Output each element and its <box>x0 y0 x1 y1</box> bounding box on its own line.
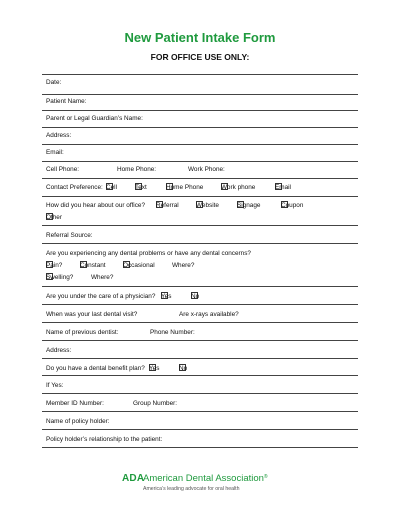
contact-preference-row: Contact Preference: Cell Text Home Phone Work phone Email <box>42 179 358 197</box>
email-label: Email: <box>46 149 64 156</box>
work-phone-label: Work Phone: <box>188 166 225 173</box>
physician-row: Are you under the care of a physician? Yes No <box>42 287 358 305</box>
ada-tagline: America’s leading advocate for oral health <box>143 486 240 492</box>
previous-dentist-address-row[interactable] <box>42 341 358 359</box>
form-top-rule <box>42 74 358 75</box>
member-id-label: Member ID Number: <box>46 400 104 407</box>
patient-name-label: Patient Name: <box>46 98 87 105</box>
swelling-where-label: Where? <box>91 274 114 281</box>
previous-dentist-label: Name of previous dentist: <box>46 329 119 336</box>
ada-org-name: American Dental Association® <box>143 473 268 484</box>
referral-channel-row: How did you hear about our office? Referral Website Signage Coupon Other <box>42 197 358 226</box>
last-visit-label: When was your last dental visit? <box>46 311 138 318</box>
xrays-label: Are x-rays available? <box>179 311 239 318</box>
phone-row[interactable] <box>42 162 358 179</box>
patient-name-row[interactable] <box>42 95 358 111</box>
contact-preference-label: Contact Preference: <box>46 184 103 191</box>
relationship-label: Policy holder’s relationship to the patient: <box>46 436 163 443</box>
email-row[interactable] <box>42 145 358 162</box>
policy-holder-row[interactable] <box>42 412 358 430</box>
home-phone-label: Home Phone: <box>117 166 157 173</box>
office-use-label: FOR OFFICE USE ONLY: <box>150 52 250 62</box>
dental-problems-row: Are you experiencing any dental problems or have any dental concerns? Pain? Constant Occasional Where? Swelling? Where? <box>42 244 358 287</box>
address-label: Address: <box>46 132 72 139</box>
date-row[interactable] <box>42 78 358 95</box>
ada-logo <box>122 472 292 496</box>
last-visit-row[interactable] <box>42 305 358 323</box>
policy-holder-label: Name of policy holder: <box>46 418 110 425</box>
form-title: New Patient Intake Form <box>124 30 276 45</box>
cell-phone-label: Cell Phone: <box>46 166 80 173</box>
date-label: Date: <box>46 79 62 86</box>
hear-about-label: How did you hear about our office? <box>46 202 146 209</box>
guardian-name-label: Parent or Legal Guardian’s Name: <box>46 115 143 122</box>
physician-question: Are you under the care of a physician? <box>46 293 156 300</box>
previous-dentist-address-label: Address: <box>46 347 72 354</box>
pain-where-label: Where? <box>172 262 195 269</box>
previous-dentist-row[interactable] <box>42 323 358 341</box>
group-number-label: Group Number: <box>133 400 178 407</box>
address-row[interactable] <box>42 128 358 145</box>
if-yes-row <box>42 376 358 394</box>
referral-source-label: Referral Source: <box>46 232 93 239</box>
referral-source-row[interactable] <box>42 226 358 244</box>
dental-problems-question: Are you experiencing any dental problems or have any dental concerns? <box>46 250 251 257</box>
ada-logo-mark: ADA <box>122 473 145 484</box>
benefit-plan-row: Do you have a dental benefit plan? Yes No <box>42 359 358 376</box>
guardian-name-row[interactable] <box>42 111 358 128</box>
member-id-row[interactable] <box>42 394 358 412</box>
benefit-plan-question: Do you have a dental benefit plan? <box>46 365 145 372</box>
previous-dentist-phone-label: Phone Number: <box>150 329 195 336</box>
relationship-row[interactable] <box>42 430 358 448</box>
if-yes-label: If Yes: <box>46 382 64 389</box>
